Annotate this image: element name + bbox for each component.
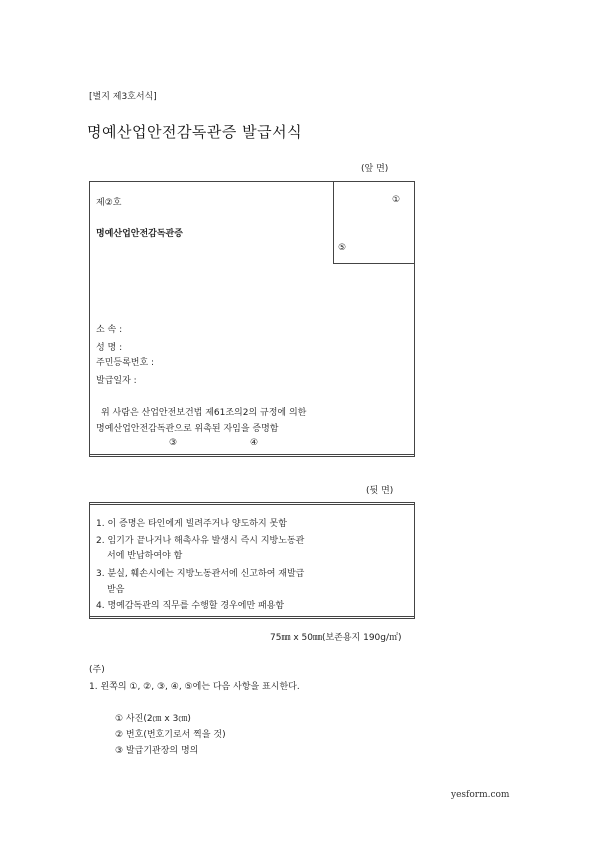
seal-marker: ⑤: [338, 243, 347, 253]
photo-box-left: [333, 181, 334, 264]
paper-spec: 75㎜ x 50㎜(보존용지 190g/㎡): [270, 633, 402, 643]
page-title: 명예산업안전감독관증 발급서식: [87, 123, 303, 141]
rule-3-line-1: 3. 분실, 훼손시에는 지방노동관서에 신고하여 재발급: [96, 569, 305, 579]
back-bottom-border: [89, 616, 415, 619]
card-number: 제②호: [96, 198, 122, 208]
front-side-label: (앞 면): [361, 164, 389, 174]
statement-line-2: 명예산업안전감독관으로 위촉된 자임을 증명함: [96, 424, 279, 434]
note-item-1: ① 사진(2㎝ x 3㎝): [115, 714, 191, 724]
photo-box-bottom: [333, 263, 414, 264]
front-top-border: [89, 181, 415, 182]
back-side-label: (뒷 면): [366, 486, 394, 496]
notes-heading: (주): [89, 665, 105, 675]
back-top-border: [89, 502, 415, 505]
notes-line-1: 1. 왼쪽의 ①, ②, ③, ④, ⑤에는 다음 사항을 표시한다.: [89, 682, 300, 692]
resident-id-field: 주민등록번호 :: [96, 358, 155, 368]
rule-3-line-2: 받음: [107, 585, 125, 595]
rule-1: 1. 이 증명은 타인에게 빌려주거나 양도하지 못함: [96, 519, 287, 529]
back-right-border: [414, 502, 415, 619]
front-right-border: [414, 181, 415, 457]
rule-4: 4. 명예감독관의 직무를 수행할 경우에만 패용함: [96, 601, 285, 611]
affiliation-field: 소 속 :: [96, 325, 123, 335]
name-field: 성 명 :: [96, 343, 123, 353]
issue-date-field: 발급일자 :: [96, 376, 137, 386]
back-left-border: [89, 502, 90, 619]
watermark: yesform.com: [451, 790, 510, 800]
front-left-border: [89, 181, 90, 457]
form-reference: [별지 제3호서식]: [89, 92, 157, 102]
photo-marker: ①: [392, 195, 401, 205]
rule-2-line-2: 서에 반납하여야 함: [107, 551, 183, 561]
issuer-marker: ③: [169, 438, 178, 448]
card-title: 명예산업안전감독관증: [96, 229, 183, 239]
front-bottom-border: [89, 454, 415, 457]
note-item-2: ② 번호(번호기로서 찍을 것): [115, 730, 226, 740]
seal-marker-4: ④: [250, 438, 259, 448]
rule-2-line-1: 2. 임기가 끝나거나 해촉사유 발생시 즉시 지방노동관: [96, 536, 305, 546]
statement-line-1: 위 사람은 산업안전보건법 제61조의2의 규정에 의한: [101, 408, 307, 418]
note-item-3: ③ 발급기관장의 명의: [115, 746, 199, 756]
